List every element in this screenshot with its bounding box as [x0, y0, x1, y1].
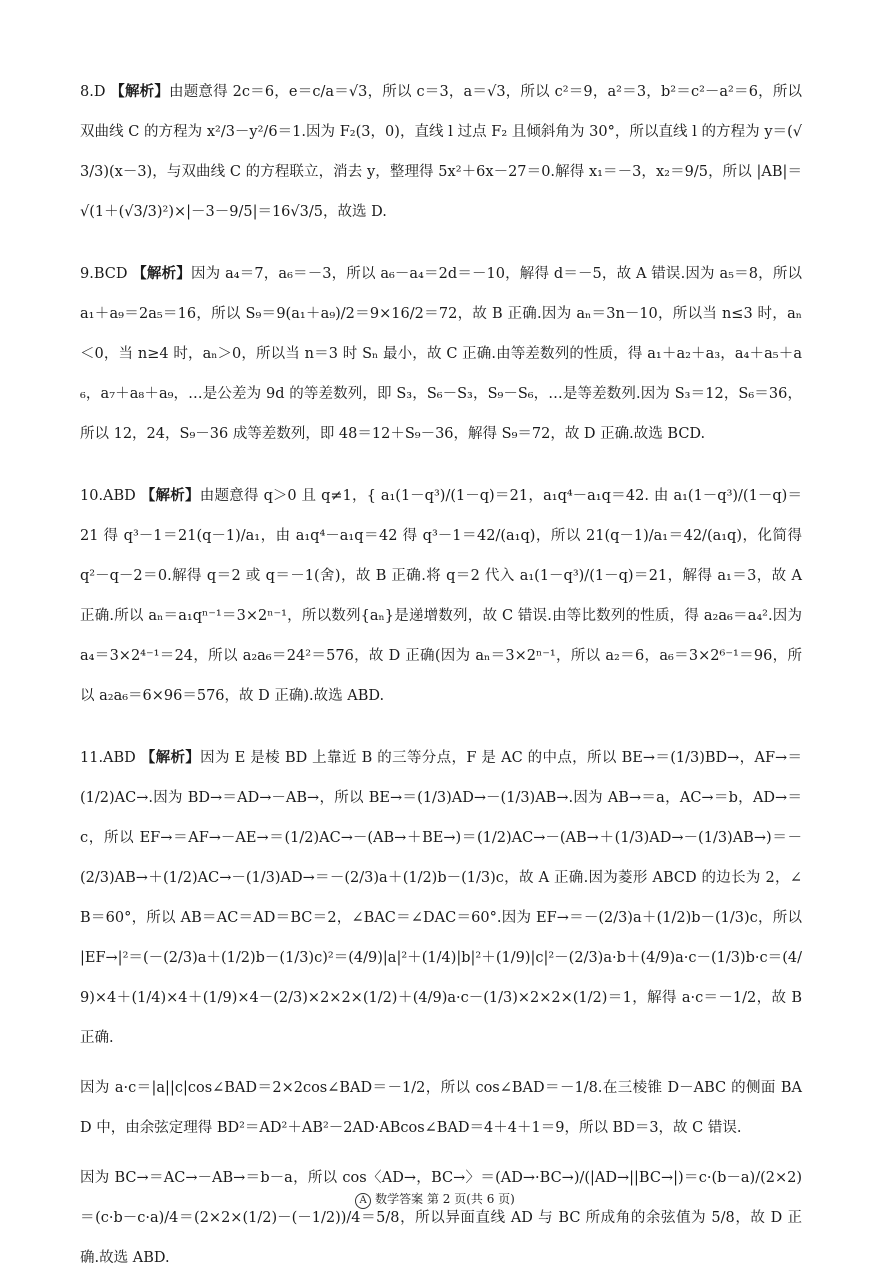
analysis-tag: 【解析】 — [140, 749, 201, 766]
solution-label: 8.D — [80, 84, 106, 100]
solution-label: 11.ABD — [80, 750, 136, 766]
solution-8 — [80, 72, 802, 232]
solution-text: 因为 E 是棱 BD 上靠近 B 的三等分点，F 是 AC 的中点，所以 BE→＝(1/3)BD→，AF→＝(1/2)AC→.因为 BD→＝AD→－AB→，所以 BE→＝(1/3)AD→－(1/3)AB→.因为 AB→＝a，AC→＝b，AD→＝c，所以 EF→＝AF→－AE→＝(1/2)AC→－(AB→＋BE→)＝(1/2)AC→－(AB→＋(1/3)AD→－(1/3)AB→)＝－(2/3)AB→＋(1/2)AC→－(1/3)AD→＝－(2/3)a＋(1/2)b－(1/3)c，故 A 正确.因为菱形 ABCD 的边长为 2，∠B＝60°，所以 AB＝AC＝AD＝BC＝2，∠BAC＝∠DAC＝60°.因为 EF→＝－(2/3)a＋(1/2)b－(1/3)c，所以 |EF→|²＝(－(2/3)a＋(1/2)b－(1/3)c)²＝(4/9)|a|²＋(1/4)|b|²＋(1/9)|c|²－(2/3)a·b＋(4/9)a·c－(1/3)b·c＝(4/9)×4＋(1/4)×4＋(1/9)×4－(2/3)×2×2×(1/2)＋(4/9)a·c－(1/3)×2×2×(1/2)＝1，解得 a·c＝－1/2，故 B 正确. — [80, 750, 803, 1046]
analysis-tag: 【解析】 — [110, 83, 170, 100]
solution-label: 9.BCD — [80, 266, 128, 282]
page-footer — [0, 1190, 870, 1209]
solution-11-part-3: 因为 BC→＝AC→－AB→＝b－a，所以 cos〈AD→，BC→〉＝(AD→·BC→)/(|AD→||BC→|)＝c·(b－a)/(2×2)＝(c·b－c·a)/4＝(2×2×(1/2)－(－1/2))/4＝5/8，所以异面直线 AD 与 BC 所成角的余弦值为 5/8，故 D 正确.故选 ABD. — [80, 1170, 802, 1266]
solution-11 — [80, 738, 802, 1058]
solution-10 — [80, 476, 802, 716]
answer-page — [80, 72, 802, 1288]
version-badge: A — [355, 1193, 371, 1209]
footer-text: 数学答案 第 2 页(共 6 页) — [375, 1192, 515, 1206]
analysis-tag: 【解析】 — [140, 487, 200, 504]
solution-text: 由题意得 2c＝6，e＝c/a＝√3，所以 c＝3，a＝√3，所以 c²＝9，a²＝3，b²＝c²－a²＝6，所以双曲线 C 的方程为 x²/3－y²/6＝1.因为 F₂(3，0)，直线 l 过点 F₂ 且倾斜角为 30°，所以直线 l 的方程为 y＝(√3/3)(x－3)，与双曲线 C 的方程联立，消去 y，整理得 5x²＋6x－27＝0.解得 x₁＝－3，x₂＝9/5，所以 |AB|＝√(1＋(√3/3)²)×|－3－9/5|＝16√3/5，故选 D. — [80, 84, 803, 220]
analysis-tag: 【解析】 — [132, 265, 191, 282]
solution-label: 10.ABD — [80, 488, 136, 504]
solution-9 — [80, 254, 802, 454]
solution-text: 因为 a₄＝7，a₆＝－3，所以 a₆－a₄＝2d＝－10，解得 d＝－5，故 A 错误.因为 a₅＝8，所以 a₁＋a₉＝2a₅＝16，所以 S₉＝9(a₁＋a₉)/2＝9×16/2＝72，故 B 正确.因为 aₙ＝3n－10，所以当 n≤3 时，aₙ＜0，当 n≥4 时，aₙ＞0，所以当 n＝3 时 Sₙ 最小，故 C 正确.由等差数列的性质，得 a₁＋a₂＋a₃，a₄＋a₅＋a₆，a₇＋a₈＋a₉，…是公差为 9d 的等差数列，即 S₃，S₆－S₃，S₉－S₆，…是等差数列.因为 S₃＝12，S₆＝36，所以 12，24，S₉－36 成等差数列，即 48＝12＋S₉－36，解得 S₉＝72，故 D 正确.故选 BCD. — [80, 266, 803, 442]
solution-text: 由题意得 q＞0 且 q≠1，{ a₁(1－q³)/(1－q)＝21，a₁q⁴－a₁q＝42. 由 a₁(1－q³)/(1－q)＝21 得 q³－1＝21(q－1)/a₁，由 a₁q⁴－a₁q＝42 得 q³－1＝42/(a₁q)，所以 21(q－1)/a₁＝42/(a₁q)，化简得 q²－q－2＝0.解得 q＝2 或 q＝－1(舍)，故 B 正确.将 q＝2 代入 a₁(1－q³)/(1－q)＝21，解得 a₁＝3，故 A 正确.所以 aₙ＝a₁qⁿ⁻¹＝3×2ⁿ⁻¹，所以数列{aₙ}是递增数列，故 C 错误.由等比数列的性质，得 a₂a₆＝a₄².因为 a₄＝3×2⁴⁻¹＝24，所以 a₂a₆＝24²＝576，故 D 正确(因为 aₙ＝3×2ⁿ⁻¹，所以 a₂＝6，a₆＝3×2⁶⁻¹＝96，所以 a₂a₆＝6×96＝576，故 D 正确).故选 ABD. — [80, 488, 803, 704]
solution-11-part-2: 因为 a·c＝|a||c|cos∠BAD＝2×2cos∠BAD＝－1/2，所以 cos∠BAD＝－1/8.在三棱锥 D－ABC 的侧面 BAD 中，由余弦定理得 BD²＝AD²＋AB²－2AD·ABcos∠BAD＝4＋4＋1＝9，所以 BD＝3，故 C 错误. — [80, 1080, 802, 1136]
